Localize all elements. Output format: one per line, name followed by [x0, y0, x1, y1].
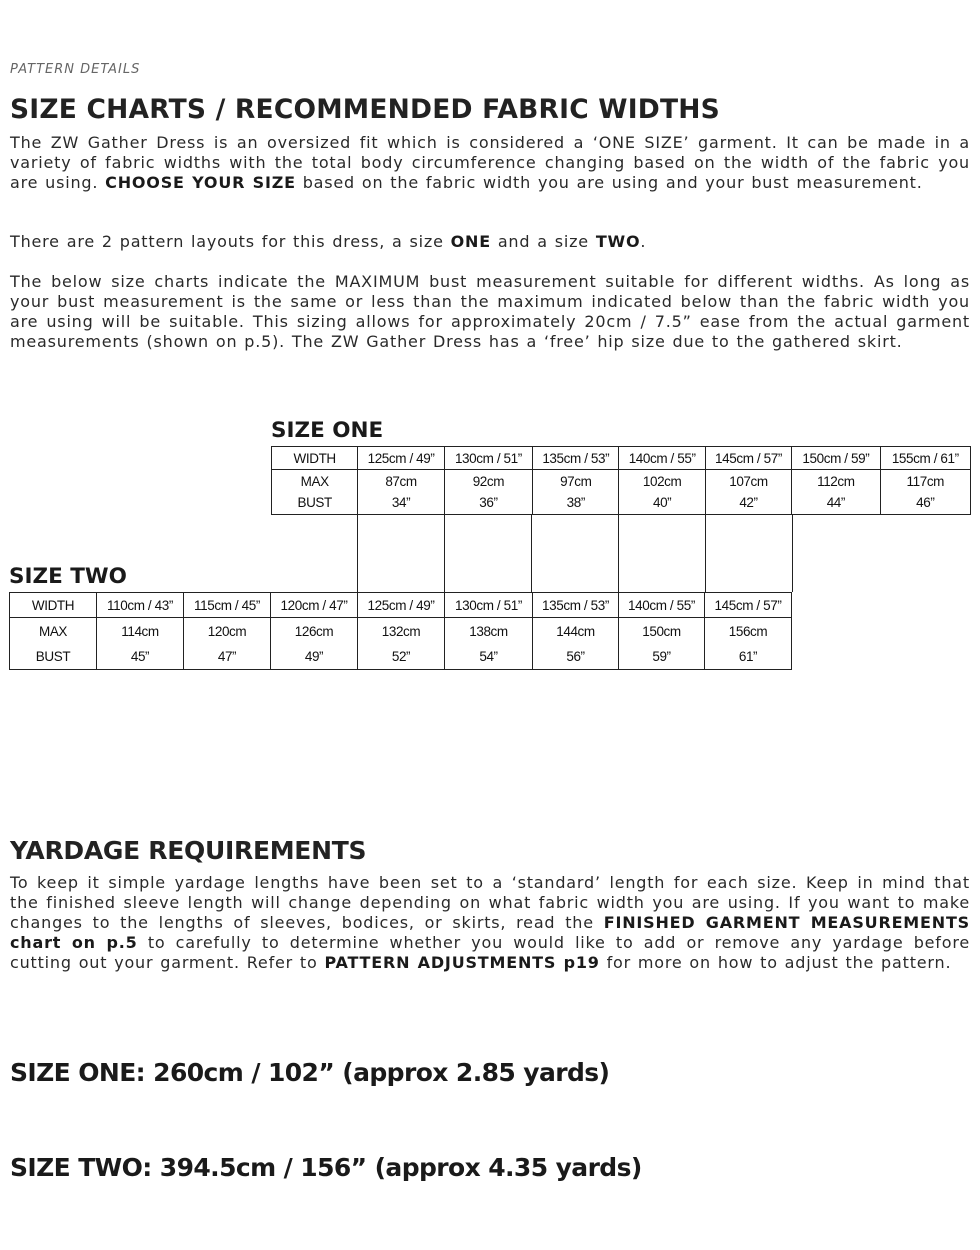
size-one-max-bust-row	[272, 470, 971, 515]
max-bust-cell: 114cm 45”	[97, 618, 184, 670]
width-row-header: WIDTH	[272, 447, 358, 470]
width-cell: 150cm / 59”	[792, 447, 880, 470]
bust-label: BUST	[35, 648, 71, 664]
width-cell: 120cm / 47”	[271, 593, 358, 618]
max-bust-cell: 156cm 61”	[705, 618, 792, 670]
width-cell: 135cm / 53”	[533, 593, 619, 618]
yardage-paragraph: To keep it simple yardage lengths have been set to a ‘standard’ length for each size. Keep in mind that the finished sleeve length will change depending on what fabric width you are using. If you want to make changes to the lengths of sleeves, bodices, or skirts, read the FINISHED GARMENT MEASUREMENTS chart on p.5 to carefully to determine whether you would like to add or remove any yardage before cutting out your garment. Refer to PATTERN ADJUSTMENTS p19 for more on how to adjust the pattern.	[10, 873, 970, 972]
max-bust-row-header	[10, 618, 97, 670]
intro-paragraph-3: The below size charts indicate the MAXIMUM bust measurement suitable for different widths. As long as your bust measurement is the same or less than the maximum indicated below than the fabric width you are using will be suitable. This sizing allows for approximately 20cm / 7.5” ease from the actual garment measurements (shown on p.5). The ZW Gather Dress has a ‘free’ hip size due to the gathered skirt.	[10, 272, 970, 351]
width-cell: 140cm / 55”	[619, 593, 705, 618]
size-one-chart-title: SIZE ONE	[271, 418, 384, 443]
size-one-chart	[271, 446, 971, 515]
chart-connector	[357, 515, 793, 592]
max-bust-cell: 112cm 44”	[792, 470, 880, 515]
max-label: MAX	[38, 623, 68, 639]
width-cell: 140cm / 55”	[619, 447, 705, 470]
max-bust-cell: 97cm 38”	[533, 470, 619, 515]
size-two-chart-title: SIZE TWO	[9, 564, 127, 589]
width-cell: 130cm / 51”	[445, 593, 533, 618]
max-bust-cell: 107cm 42”	[705, 470, 791, 515]
width-row-header: WIDTH	[10, 593, 97, 618]
size-one-width-row	[272, 447, 971, 470]
intro-paragraph-1: The ZW Gather Dress is an oversized fit which is considered a ‘ONE SIZE’ garment. It can be made in a variety of fabric widths with the total body circumference changing based on the width of the fabric you are using. CHOOSE YOUR SIZE based on the fabric width you are using and your bust measurement.	[10, 133, 970, 192]
max-bust-cell: 138cm 54”	[445, 618, 533, 670]
yardage-heading: YARDAGE REQUIREMENTS	[10, 836, 367, 865]
max-bust-cell: 102cm 40”	[619, 470, 705, 515]
width-cell: 110cm / 43”	[97, 593, 184, 618]
max-bust-cell: 132cm 52”	[358, 618, 445, 670]
width-cell: 125cm / 49”	[358, 447, 444, 470]
max-bust-cell: 126cm 49”	[271, 618, 358, 670]
max-bust-row-header	[272, 470, 358, 515]
width-cell: 155cm / 61”	[880, 447, 970, 470]
width-cell: 145cm / 57”	[705, 593, 792, 618]
size-two-chart	[9, 592, 792, 670]
width-cell: 125cm / 49”	[358, 593, 445, 618]
width-cell: 115cm / 45”	[184, 593, 271, 618]
width-cell: 135cm / 53”	[533, 447, 619, 470]
max-bust-cell: 120cm 47”	[184, 618, 271, 670]
yardage-size-one: SIZE ONE: 260cm / 102” (approx 2.85 yards)	[10, 1058, 610, 1087]
width-cell: 130cm / 51”	[444, 447, 532, 470]
yardage-size-two: SIZE TWO: 394.5cm / 156” (approx 4.35 yards)	[10, 1153, 642, 1182]
size-two-width-row	[10, 593, 792, 618]
max-bust-cell: 92cm 36”	[444, 470, 532, 515]
section-label: PATTERN DETAILS	[10, 62, 141, 77]
width-cell: 145cm / 57”	[705, 447, 791, 470]
max-label: MAX	[300, 474, 329, 489]
max-bust-cell: 117cm 46”	[880, 470, 970, 515]
bust-label: BUST	[297, 495, 332, 510]
max-bust-cell: 150cm 59”	[619, 618, 705, 670]
size-two-max-bust-row	[10, 618, 792, 670]
max-bust-cell: 87cm 34”	[358, 470, 444, 515]
intro-paragraph-2: There are 2 pattern layouts for this dress, a size ONE and a size TWO.	[10, 232, 647, 251]
page-title: SIZE CHARTS / RECOMMENDED FABRIC WIDTHS	[10, 94, 720, 125]
max-bust-cell: 144cm 56”	[533, 618, 619, 670]
